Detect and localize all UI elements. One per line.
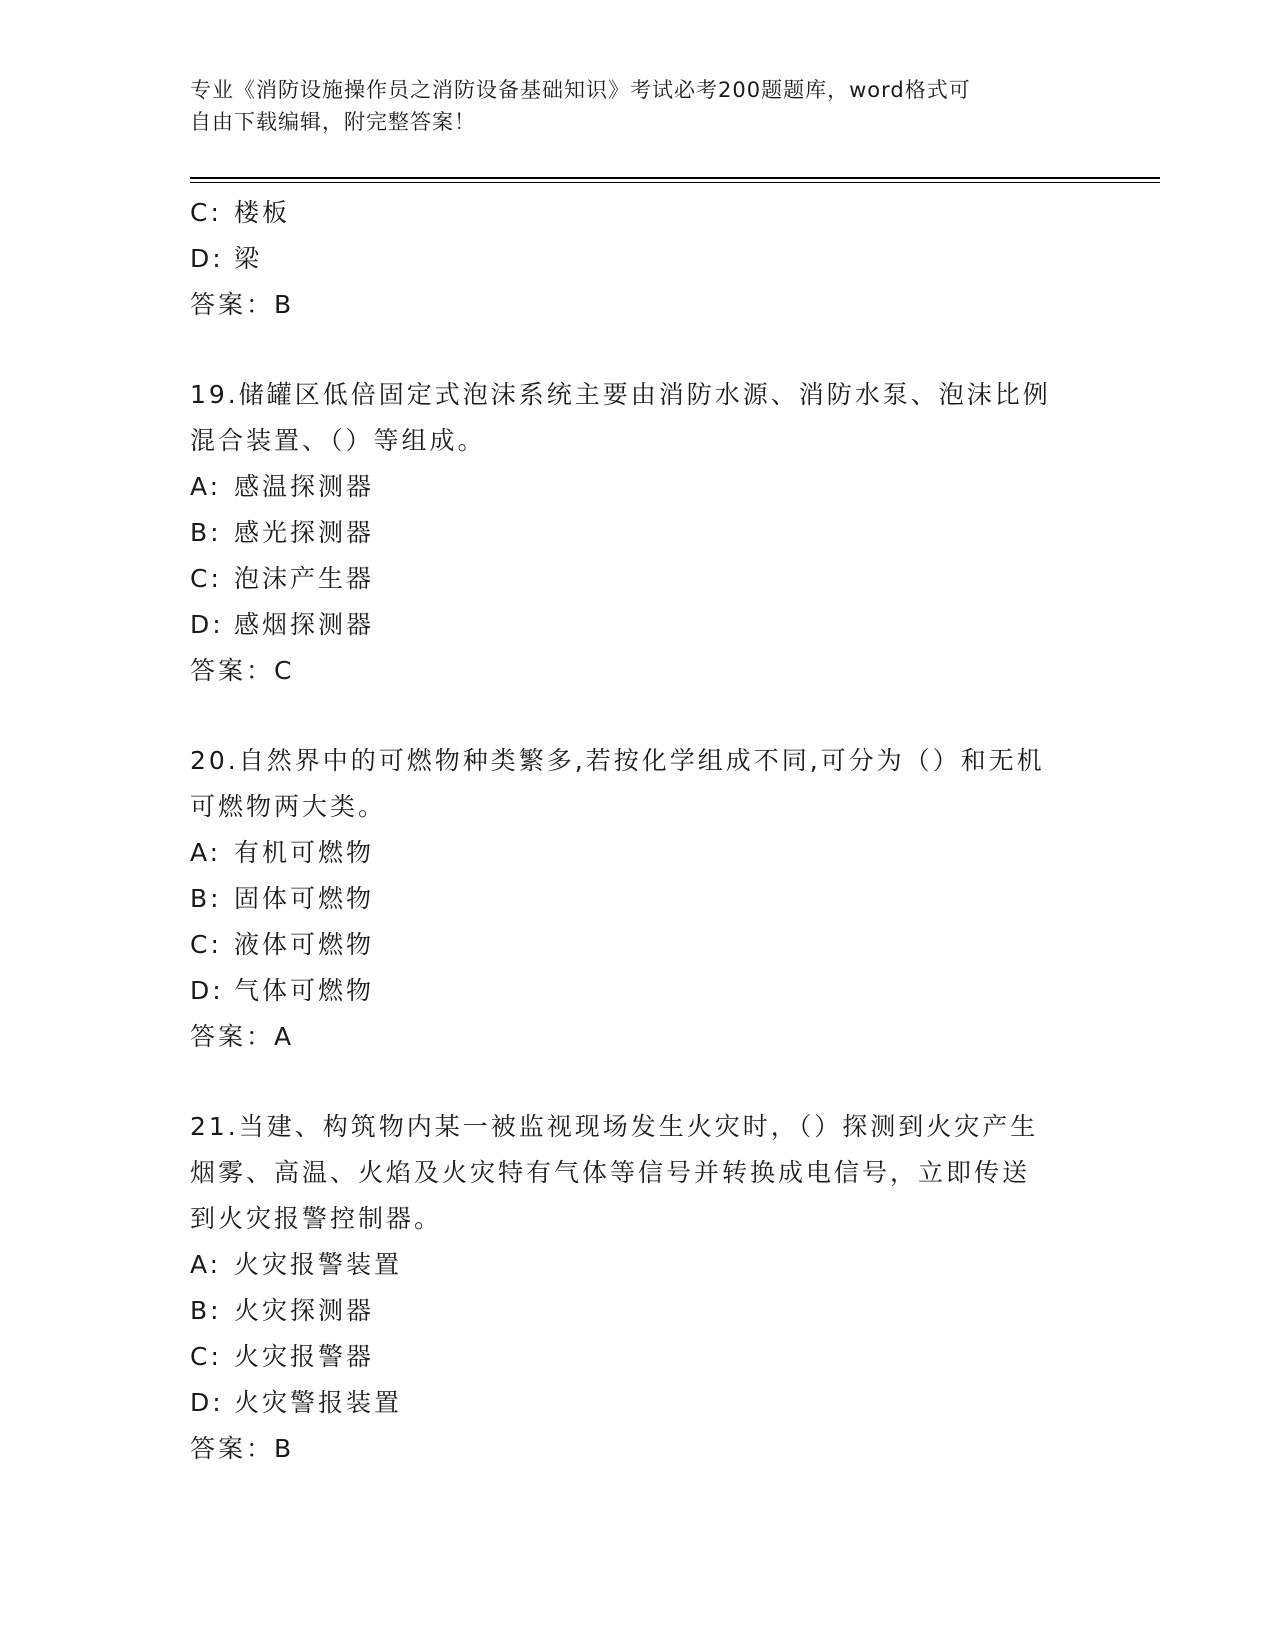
- option-d: [190, 968, 1090, 1014]
- option-text: 火灾报警装置: [234, 1250, 403, 1279]
- option-letter: C:: [190, 1342, 222, 1371]
- question-20: [190, 738, 1090, 1060]
- header-line-2: 自由下载编辑，附完整答案！: [190, 110, 476, 134]
- answer: 答案：A: [190, 1022, 295, 1051]
- option-text: 有机可燃物: [234, 838, 375, 867]
- question-21: [190, 1104, 1090, 1472]
- question-stem-line: 混合装置、（）等组成。: [190, 426, 486, 455]
- option-text: 火灾报警器: [234, 1342, 375, 1371]
- option-a: [190, 464, 1090, 510]
- option-c: [190, 556, 1090, 602]
- option-letter: D:: [190, 976, 224, 1005]
- option-text: 气体可燃物: [234, 976, 375, 1005]
- option-letter: C:: [190, 198, 222, 227]
- question-stem-line: 烟雾、高温、火焰及火灾特有气体等信号并转换成电信号，立即传送: [190, 1158, 1031, 1187]
- header-line-1: 专业《消防设施操作员之消防设备基础知识》考试必考200题题库，word格式可: [190, 78, 971, 102]
- option-letter: D:: [190, 244, 224, 273]
- option-a: [190, 1242, 1090, 1288]
- option-letter: A:: [190, 1250, 222, 1279]
- option-letter: C:: [190, 564, 222, 593]
- option-text: 感温探测器: [234, 472, 375, 501]
- answer: 答案：C: [190, 656, 295, 685]
- option-text: 楼板: [234, 198, 291, 227]
- option-b: [190, 1288, 1090, 1334]
- prev-question-block: [190, 190, 1090, 328]
- option-text: 感烟探测器: [234, 610, 375, 639]
- question-stem-line: 可燃物两大类。: [190, 792, 387, 821]
- option-letter: B:: [190, 884, 222, 913]
- option-text: 感光探测器: [234, 518, 375, 547]
- option-b: [190, 876, 1090, 922]
- header-divider-top: [190, 177, 1160, 179]
- document-header: [190, 74, 1070, 138]
- option-text: 液体可燃物: [234, 930, 375, 959]
- option-letter: D:: [190, 1388, 224, 1417]
- option-b: [190, 510, 1090, 556]
- question-stem-line: 到火灾报警控制器。: [190, 1204, 443, 1233]
- option-d: [190, 1380, 1090, 1426]
- option-c: [190, 922, 1090, 968]
- answer: 答案：B: [190, 1434, 295, 1463]
- question-19: [190, 372, 1090, 694]
- question-stem-line: 20.自然界中的可燃物种类繁多,若按化学组成不同,可分为（）和无机: [190, 746, 1045, 775]
- option-a: [190, 830, 1090, 876]
- option-d: [190, 602, 1090, 648]
- option-text: 火灾警报装置: [234, 1388, 403, 1417]
- option-text: 梁: [234, 244, 263, 273]
- option-letter: B:: [190, 1296, 222, 1325]
- option-letter: A:: [190, 838, 222, 867]
- option-letter: A:: [190, 472, 222, 501]
- option-letter: D:: [190, 610, 224, 639]
- question-stem-line: 21.当建、构筑物内某一被监视现场发生火灾时，（）探测到火灾产生: [190, 1112, 1039, 1141]
- option-letter: C:: [190, 930, 222, 959]
- option-letter: B:: [190, 518, 222, 547]
- question-content: [190, 190, 1090, 1472]
- option-text: 泡沫产生器: [234, 564, 375, 593]
- option-c: [190, 1334, 1090, 1380]
- header-divider-bottom: [190, 182, 1160, 183]
- answer: 答案：B: [190, 290, 295, 319]
- question-stem-line: 19.储罐区低倍固定式泡沫系统主要由消防水源、消防水泵、泡沫比例: [190, 380, 1051, 409]
- option-text: 固体可燃物: [234, 884, 375, 913]
- option-text: 火灾探测器: [234, 1296, 375, 1325]
- option-c: [190, 190, 1090, 236]
- option-d: [190, 236, 1090, 282]
